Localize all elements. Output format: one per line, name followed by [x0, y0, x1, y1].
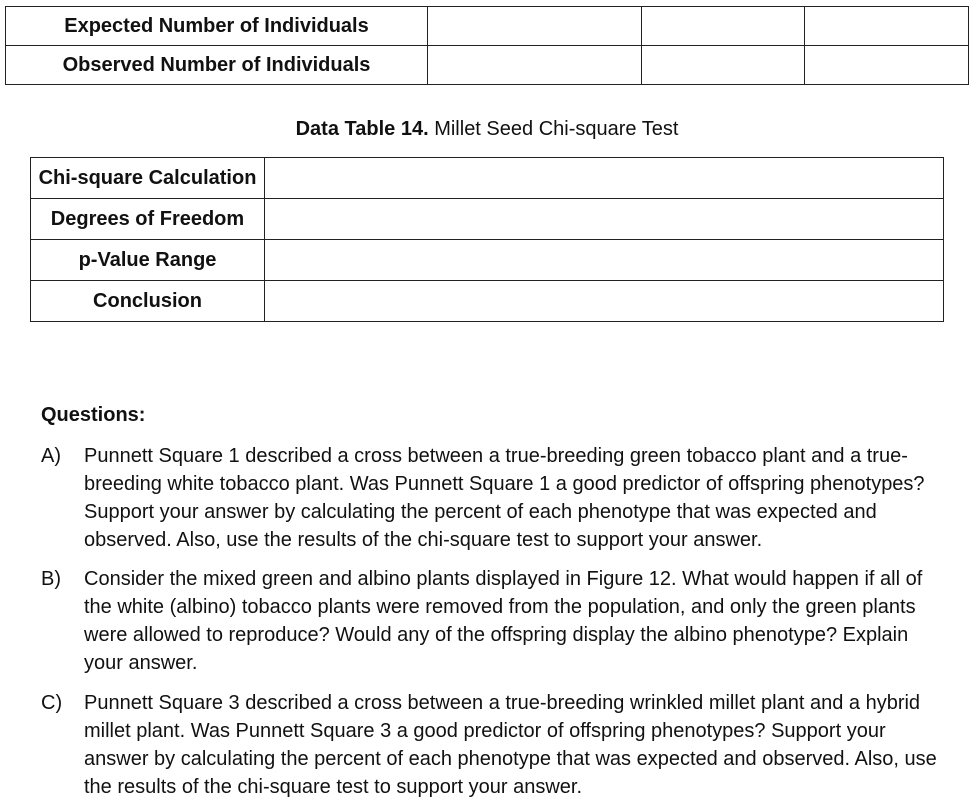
individuals-table	[5, 6, 969, 85]
question-text: Consider the mixed green and albino plants displayed in Figure 12. What would happen if all of the white (albino) tobacco plants were removed from the population, and only the green plants were allowed to reproduce? Would any of the offspring display the albino phenotype? Explain your answer.	[84, 568, 923, 674]
chi-square-table	[30, 157, 944, 322]
question-letter: A)	[41, 445, 61, 467]
question-b	[41, 565, 941, 677]
row-label-expected: Expected Number of Individuals	[6, 7, 428, 46]
question-letter: B)	[41, 568, 61, 590]
row-label-chi-square: Chi-square Calculation	[31, 158, 265, 199]
question-text: Punnett Square 3 described a cross between a true-breeding wrinkled millet plant and a hybrid millet plant. Was Punnett Square 3 a good predictor of offspring phenotypes? Support your answer by calculating the percent of each phenotype that was expected and observed. Also, use the results of the chi-square test to support your answer.	[84, 692, 937, 798]
table-cell	[265, 158, 944, 199]
table-row	[31, 281, 944, 322]
row-label-observed: Observed Number of Individuals	[6, 46, 428, 85]
row-label-degrees: Degrees of Freedom	[31, 199, 265, 240]
row-label-conclusion: Conclusion	[31, 281, 265, 322]
table-cell	[428, 7, 642, 46]
question-letter: C)	[41, 692, 63, 714]
table-caption	[0, 118, 974, 141]
table-cell	[805, 7, 969, 46]
caption-title: Millet Seed Chi-square Test	[428, 118, 679, 140]
table-cell	[805, 46, 969, 85]
table-row	[31, 240, 944, 281]
caption-number: Data Table 14.	[295, 118, 429, 140]
table-cell	[642, 46, 805, 85]
question-a	[41, 442, 941, 554]
table-cell	[265, 281, 944, 322]
questions-heading: Questions:	[41, 404, 146, 426]
table-row	[31, 158, 944, 199]
table-cell	[265, 199, 944, 240]
table-cell	[265, 240, 944, 281]
table-row	[31, 199, 944, 240]
question-text: Punnett Square 1 described a cross between a true-breeding green tobacco plant and a true-breeding white tobacco plant. Was Punnett Square 1 a good predictor of offspring phenotypes? Support your answer by calculating the percent of each phenotype that was expected and observed. Also, use the results of the chi-square test to support your answer.	[84, 445, 925, 551]
table-cell	[428, 46, 642, 85]
table-row	[6, 46, 969, 85]
table-cell	[642, 7, 805, 46]
row-label-p-value: p-Value Range	[31, 240, 265, 281]
question-c	[41, 689, 941, 801]
table-row	[6, 7, 969, 46]
